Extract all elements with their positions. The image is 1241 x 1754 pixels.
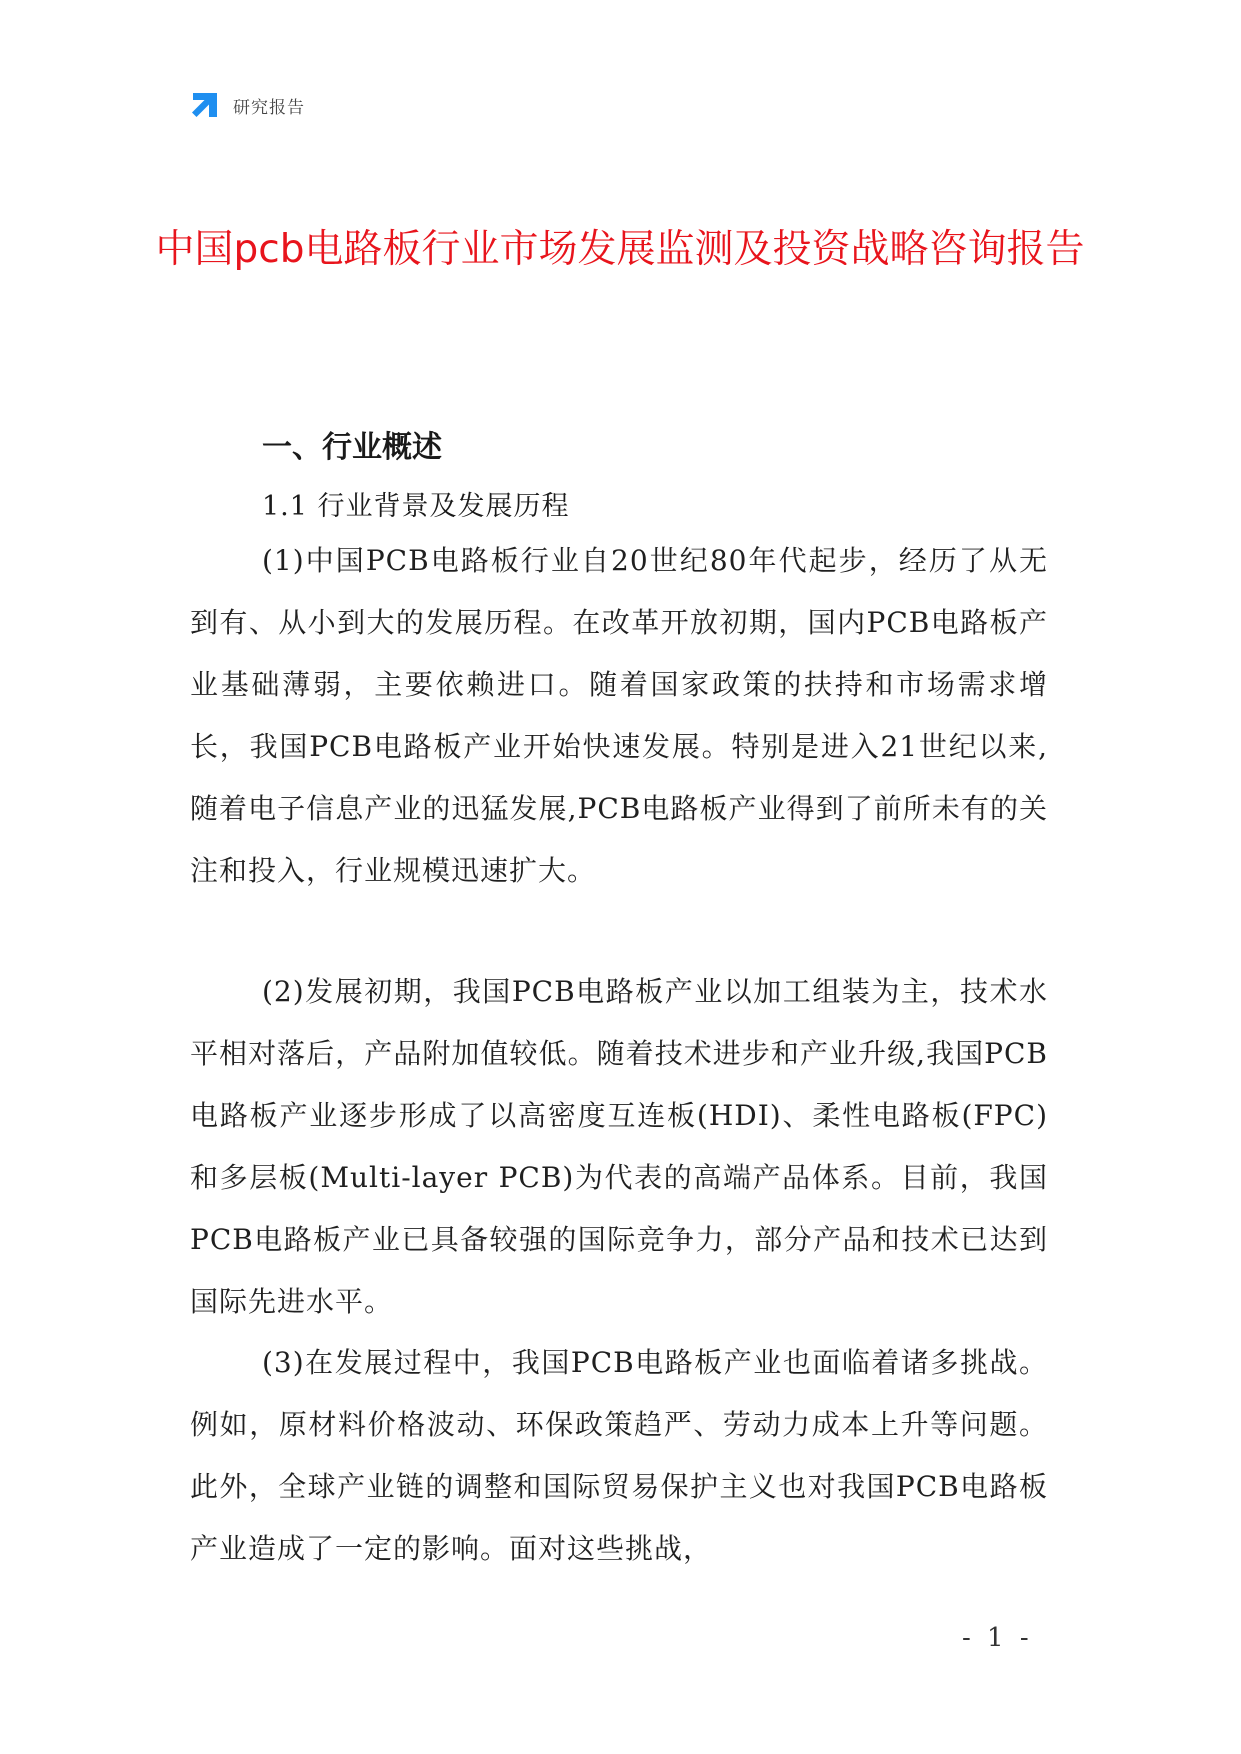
page-number: - 1 - <box>962 1623 1033 1653</box>
body-paragraph: (1)中国PCB电路板行业自20世纪80年代起步，经历了从无到有、从小到大的发展历程。在改革开放初期，国内PCB电路板产业基础薄弱，主要依赖进口。随着国家政策的扶持和市场需求增长，我国PCB电路板产业开始快速发展。特别是进入21世纪以来,随着电子信息产业的迅猛发展,PCB电路板产业得到了前所未有的关注和投入，行业规模迅速扩大。 <box>190 544 1048 887</box>
report-header <box>189 88 305 122</box>
subsection-heading: 1.1 行业背景及发展历程 <box>262 491 570 522</box>
header-label: 研究报告 <box>233 97 305 118</box>
body-paragraph: (3)在发展过程中，我国PCB电路板产业也面临着诸多挑战。例如，原材料价格波动、环保政策趋严、劳动力成本上升等问题。此外，全球产业链的调整和国际贸易保护主义也对我国PCB电路板产业造成了一定的影响。面对这些挑战， <box>190 1346 1048 1565</box>
arrow-up-right-icon <box>189 89 221 121</box>
body-paragraph: (2)发展初期，我国PCB电路板产业以加工组装为主，技术水平相对落后，产品附加值较低。随着技术进步和产业升级,我国PCB电路板产业逐步形成了以高密度互连板(HDI)、柔性电路板(FPC)和多层板(Multi-layer PCB)为代表的高端产品体系。目前，我国PCB电路板产业已具备较强的国际竞争力，部分产品和技术已达到国际先进水平。 <box>190 975 1048 1318</box>
report-title: 中国pcb电路板行业市场发展监测及投资战略咨询报告 <box>155 227 1085 272</box>
section-heading: 一、行业概述 <box>262 430 442 465</box>
